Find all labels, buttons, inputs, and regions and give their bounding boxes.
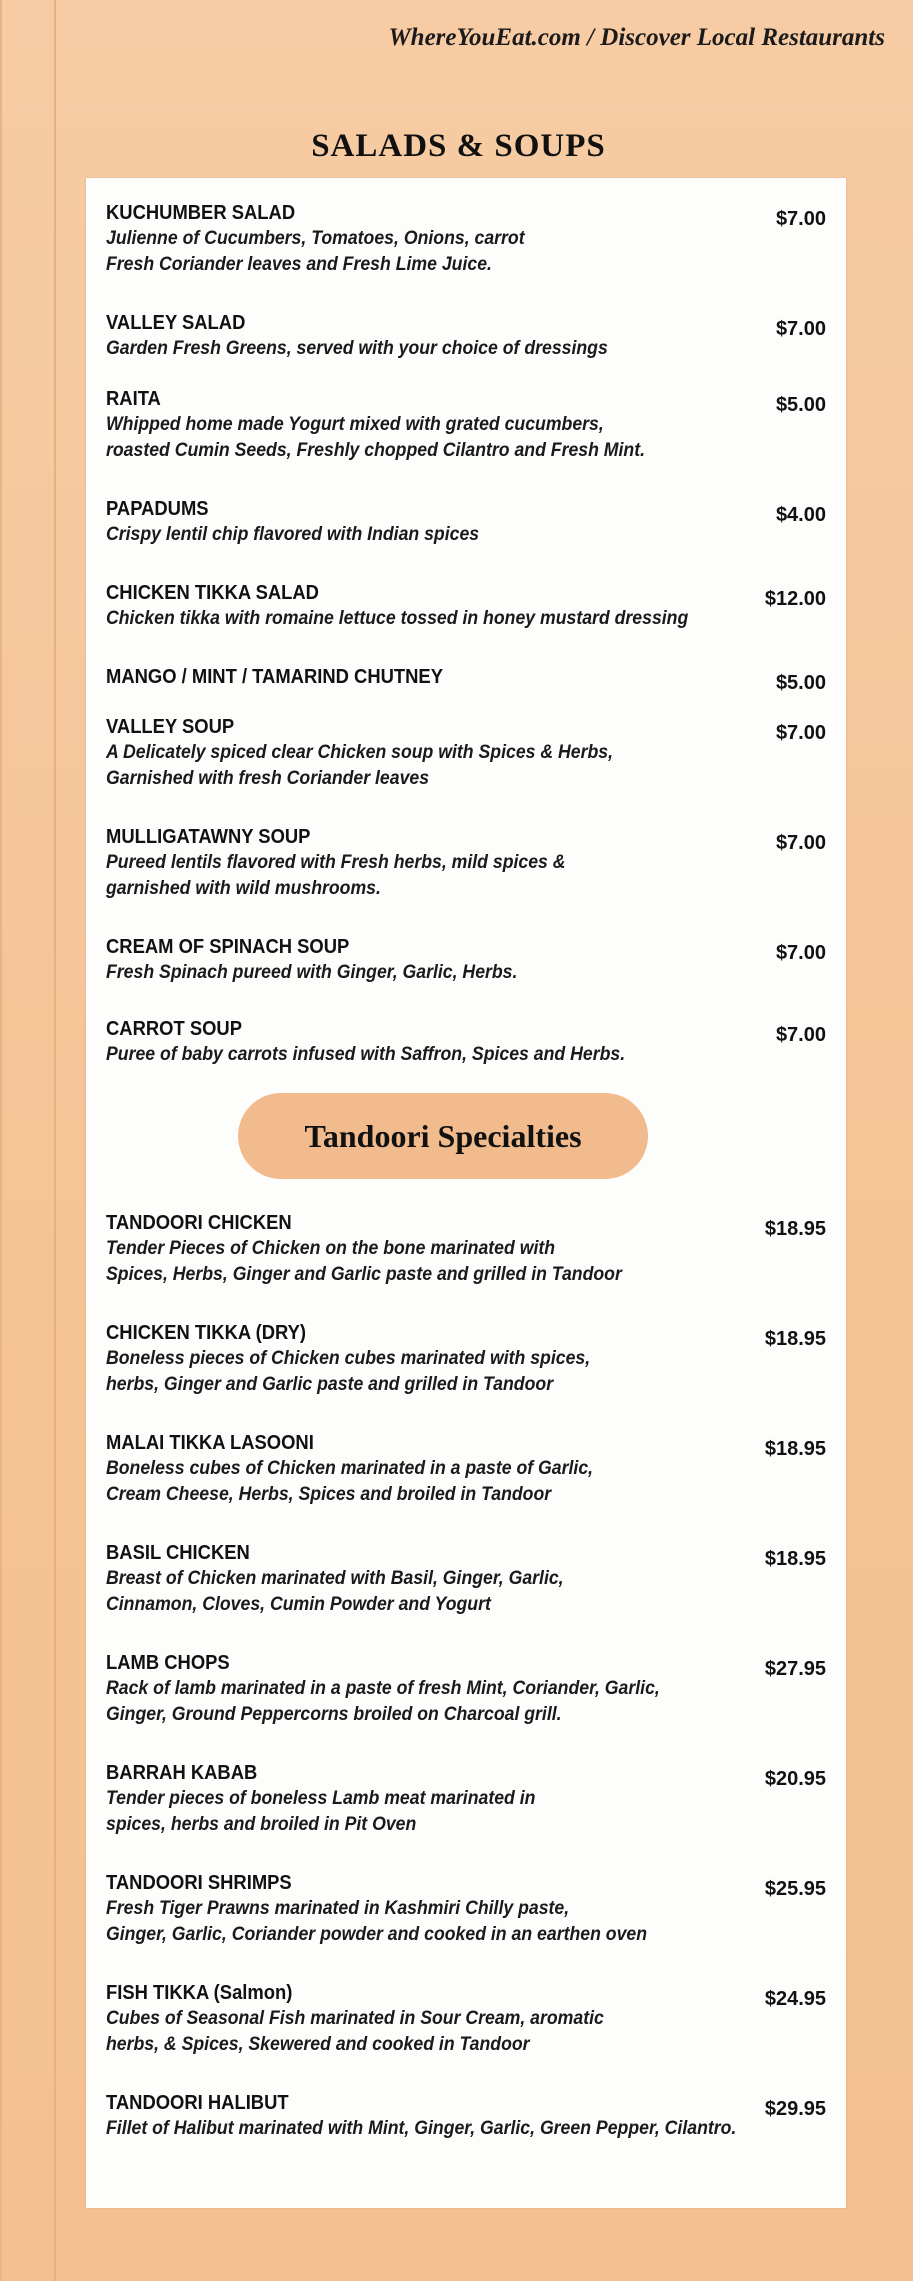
menu-item-price: $5.00 <box>775 394 826 416</box>
menu-item-name: PAPADUMS <box>106 498 209 520</box>
menu-item <box>106 934 846 986</box>
menu-item <box>106 1870 846 1948</box>
menu-item-description: Whipped home made Yogurt mixed with grated cucumbers, roasted Cumin Seeds, Freshly chopped Cilantro and Fresh Mint. <box>106 414 646 461</box>
menu-item-price: $5.00 <box>775 672 826 694</box>
menu-item-price: $18.95 <box>764 1218 826 1240</box>
menu-item-description: Boneless pieces of Chicken cubes marinated with spices, herbs, Ginger and Garlic paste and grilled in Tandoor <box>106 1348 591 1395</box>
menu-item-name: LAMB CHOPS <box>106 1652 230 1674</box>
menu-item-name: CHICKEN TIKKA SALAD <box>106 582 319 604</box>
menu-item-name: MANGO / MINT / TAMARIND CHUTNEY <box>106 666 443 688</box>
menu-item-name: CARROT SOUP <box>106 1018 242 1040</box>
menu-item-price: $7.00 <box>775 722 826 744</box>
menu-item <box>106 310 846 362</box>
menu-item-price: $7.00 <box>775 318 826 340</box>
menu-item-name: TANDOORI HALIBUT <box>106 2092 289 2114</box>
menu-item-price: $7.00 <box>775 942 826 964</box>
menu-item-name: RAITA <box>106 388 161 410</box>
menu-item-name: MULLIGATAWNY SOUP <box>106 826 311 848</box>
menu-item <box>106 1980 846 2058</box>
menu-item-price: $7.00 <box>775 832 826 854</box>
menu-item <box>106 200 846 278</box>
menu-item-description: A Delicately spiced clear Chicken soup with Spices & Herbs, Garnished with fresh Coriander leaves <box>106 742 614 789</box>
menu-item <box>106 714 846 792</box>
menu-item-name: KUCHUMBER SALAD <box>106 202 296 224</box>
menu-item-description: Chicken tikka with romaine lettuce tossed in honey mustard dressing <box>106 608 689 629</box>
menu-item-price: $20.95 <box>764 1768 826 1790</box>
menu-item <box>106 1540 846 1618</box>
menu-item-description: Julienne of Cucumbers, Tomatoes, Onions, carrot Fresh Coriander leaves and Fresh Lime Juice. <box>106 228 525 275</box>
menu-item-price: $7.00 <box>775 1024 826 1046</box>
watermark: WhereYouEat.com / Discover Local Restaurants <box>388 24 885 51</box>
menu-item-name: VALLEY SOUP <box>106 716 235 738</box>
page-fold <box>54 0 56 2281</box>
menu-item-name: FISH TIKKA (Salmon) <box>106 1982 293 2004</box>
menu-item-description: Garden Fresh Greens, served with your choice of dressings <box>106 338 608 359</box>
menu-item-description: Rack of lamb marinated in a paste of fresh Mint, Coriander, Garlic, Ginger, Ground Peppercorns broiled on Charcoal grill. <box>106 1678 660 1725</box>
menu-item-price: $12.00 <box>764 588 826 610</box>
menu-item <box>106 1320 846 1398</box>
menu-item-price: $7.00 <box>775 208 826 230</box>
menu-item <box>106 1016 846 1068</box>
menu-item-name: CHICKEN TIKKA (DRY) <box>106 1322 307 1344</box>
menu-item-description: Pureed lentils flavored with Fresh herbs, mild spices & garnished with wild mushrooms. <box>106 852 566 899</box>
menu-item-price: $18.95 <box>764 1328 826 1350</box>
menu-card <box>86 178 846 2208</box>
menu-item <box>106 1210 846 1288</box>
menu-item-description: Crispy lentil chip flavored with Indian spices <box>106 524 480 545</box>
menu-item <box>106 664 846 694</box>
menu-item <box>106 496 846 548</box>
menu-item-description: Tender pieces of boneless Lamb meat marinated in spices, herbs and broiled in Pit Oven <box>106 1788 536 1835</box>
menu-item <box>106 1650 846 1728</box>
menu-item-name: TANDOORI SHRIMPS <box>106 1872 292 1894</box>
menu-item-price: $29.95 <box>764 2098 826 2120</box>
menu-item-description: Cubes of Seasonal Fish marinated in Sour Cream, aromatic herbs, & Spices, Skewered and cooked in Tandoor <box>106 2008 604 2055</box>
menu-item-price: $4.00 <box>775 504 826 526</box>
menu-item <box>106 1430 846 1508</box>
menu-item-price: $18.95 <box>764 1548 826 1570</box>
menu-item-name: MALAI TIKKA LASOONI <box>106 1432 314 1454</box>
menu-item-price: $25.95 <box>764 1878 826 1900</box>
menu-item <box>106 824 846 902</box>
menu-item-price: $18.95 <box>764 1438 826 1460</box>
menu-item-name: BASIL CHICKEN <box>106 1542 250 1564</box>
menu-item-description: Boneless cubes of Chicken marinated in a paste of Garlic, Cream Cheese, Herbs, Spices and broiled in Tandoor <box>106 1458 594 1505</box>
menu-item-description: Fillet of Halibut marinated with Mint, Ginger, Garlic, Green Pepper, Cilantro. <box>106 2118 737 2139</box>
menu-item <box>106 386 846 464</box>
section-title-tandoori: Tandoori Specialties <box>238 1093 648 1179</box>
menu-item-name: CREAM OF SPINACH SOUP <box>106 936 350 958</box>
menu-item-description: Fresh Spinach pureed with Ginger, Garlic, Herbs. <box>106 962 518 983</box>
menu-item <box>106 580 846 632</box>
menu-item <box>106 2090 846 2142</box>
menu-item-description: Puree of baby carrots infused with Saffron, Spices and Herbs. <box>106 1044 626 1065</box>
menu-item-price: $24.95 <box>764 1988 826 2010</box>
menu-item-name: BARRAH KABAB <box>106 1762 258 1784</box>
section-title-salads: SALADS & SOUPS <box>311 128 606 164</box>
menu-item-description: Breast of Chicken marinated with Basil, Ginger, Garlic, Cinnamon, Cloves, Cumin Powder and Yogurt <box>106 1568 564 1615</box>
menu-item-name: TANDOORI CHICKEN <box>106 1212 292 1234</box>
menu-item <box>106 1760 846 1838</box>
menu-item-price: $27.95 <box>764 1658 826 1680</box>
menu-item-description: Tender Pieces of Chicken on the bone marinated with Spices, Herbs, Ginger and Garlic paste and grilled in Tandoor <box>106 1238 622 1285</box>
menu-item-name: VALLEY SALAD <box>106 312 246 334</box>
menu-item-description: Fresh Tiger Prawns marinated in Kashmiri Chilly paste, Ginger, Garlic, Coriander powder and cooked in an earthen oven <box>106 1898 648 1945</box>
